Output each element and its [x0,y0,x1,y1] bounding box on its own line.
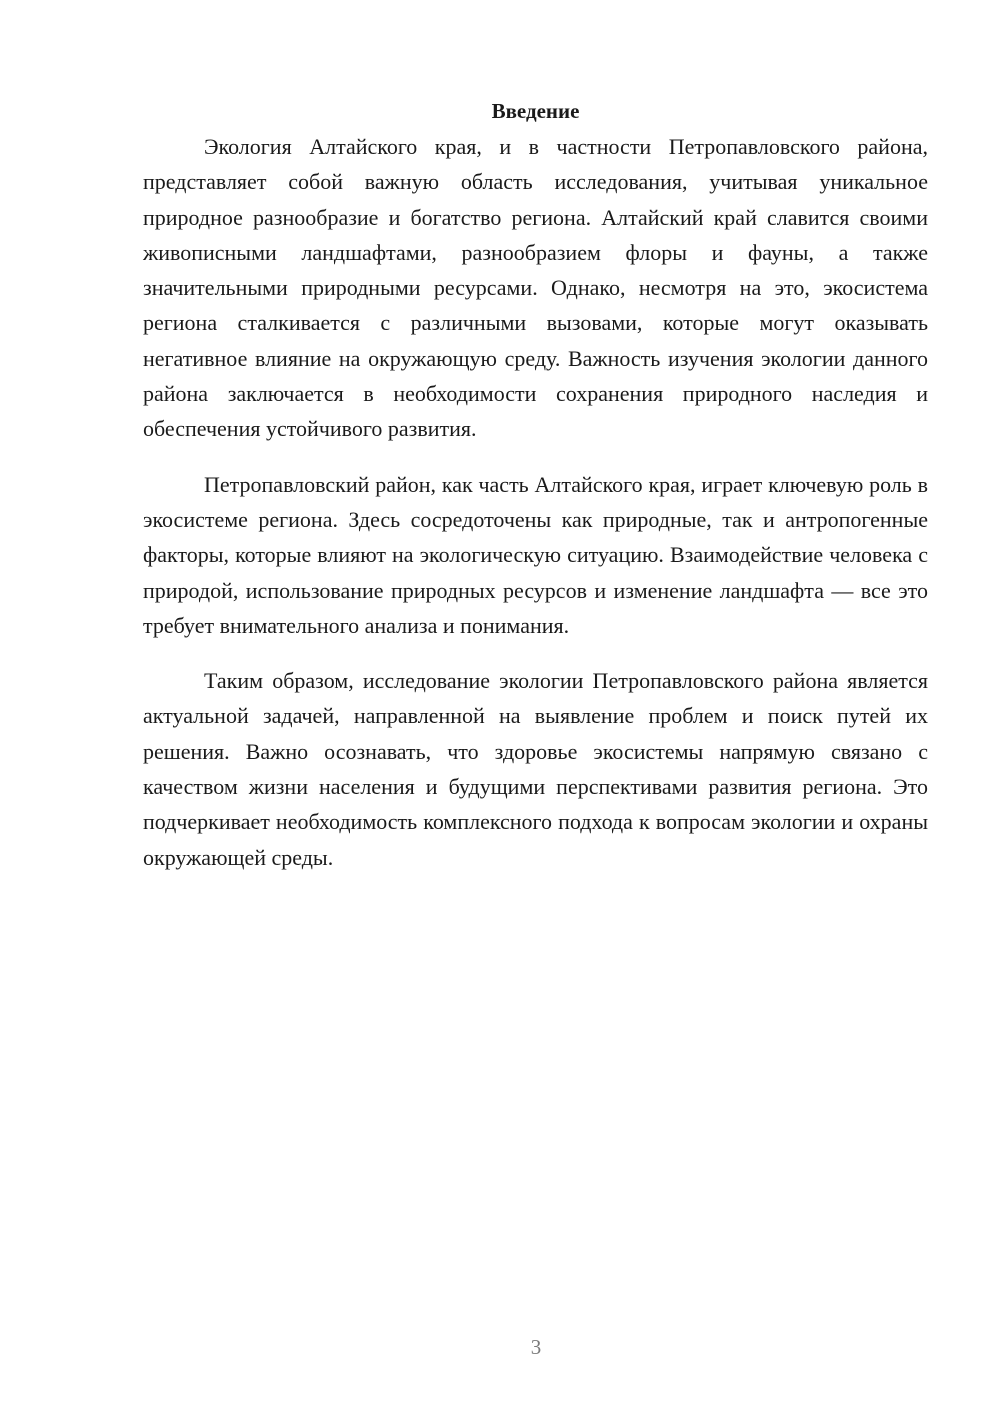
page-content [143,96,928,875]
paragraph-2: Петропавловский район, как часть Алтайского края, играет ключевую роль в экосистеме региона. Здесь сосредоточены как природные, так и антропогенные факторы, которые влияют на экологическую ситуацию. Взаимодействие человека с природой, использование природных ресурсов и изменение ландшафта — все это требует внимательного анализа и понимания. [143,471,928,638]
paragraph-1: Экология Алтайского края, и в частности Петропавловского района, представляет собой важную область исследования, учитывая уникальное природное разнообразие и богатство региона. Алтайский край славится своими живописными ландшафтами, разнообразием флоры и фауны, а также значительными природными ресурсами. Однако, несмотря на это, экосистема региона сталкивается с различными вызовами, которые могут оказывать негативное влияние на окружающую среду. Важность изучения экологии данного района заключается в необходимости сохранения природного наследия и обеспечения устойчивого развития. [143,134,928,442]
page-number: 3 [530,1335,542,1359]
paragraph-3: Таким образом, исследование экологии Петропавловского района является актуальной задачей, направленной на выявление проблем и поиск путей их решения. Важно осознавать, что здоровье экосистемы напрямую связано с качеством жизни населения и будущими перспективами развития региона. Это подчеркивает необходимость комплексного подхода к вопросам экологии и охраны окружающей среды. [143,668,928,870]
section-heading: Введение [491,99,580,123]
